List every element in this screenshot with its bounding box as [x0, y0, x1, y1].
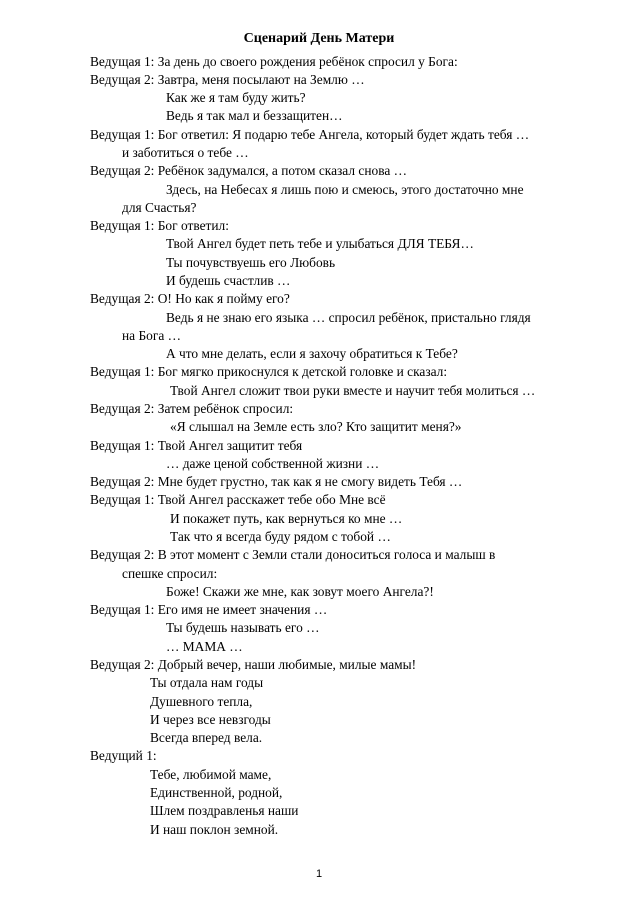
- text-line: Здесь, на Небесах я лишь пою и смеюсь, этого достаточно мне: [166, 182, 524, 197]
- text-line: Ведущий 1:: [90, 748, 157, 763]
- page-number: 1: [315, 868, 323, 880]
- text-line: Ведущая 1: За день до своего рождения ребёнок спросил у Бога:: [90, 54, 458, 69]
- text-line: Ведущая 2: О! Но как я пойму его?: [90, 291, 290, 306]
- text-line: Ведущая 1: Бог ответил: Я подарю тебе Ангела, который будет ждать тебя …: [90, 127, 530, 142]
- text-line: Ведущая 1: Бог ответил:: [90, 218, 229, 233]
- text-line: Шлем поздравленья наши: [150, 803, 299, 818]
- text-line: Ведущая 2: Завтра, меня посылают на Землю …: [90, 72, 365, 87]
- text-line: «Я слышал на Земле есть зло? Кто защитит меня?»: [170, 419, 462, 434]
- text-line: Единственной, родной,: [150, 785, 283, 800]
- text-line: и заботиться о тебе …: [122, 145, 249, 160]
- text-line: Ведущая 2: Добрый вечер, наши любимые, милые мамы!: [90, 657, 417, 672]
- text-line: Ведущая 2: Ребёнок задумался, а потом сказал снова …: [90, 163, 408, 178]
- text-line: Ты будешь называть его …: [166, 620, 320, 635]
- text-line: Ведь я не знаю его языка … спросил ребёнок, пристально глядя: [166, 310, 531, 325]
- text-line: И через все невзгоды: [150, 712, 271, 727]
- text-line: Ведущая 1: Твой Ангел защитит тебя: [90, 438, 303, 453]
- text-line: Ведущая 2: Мне будет грустно, так как я не смогу видеть Тебя …: [90, 474, 463, 489]
- text-line: Ты отдала нам годы: [150, 675, 264, 690]
- text-line: … даже ценой собственной жизни …: [166, 456, 380, 471]
- text-line: Твой Ангел сложит твои руки вместе и научит тебя молиться …: [170, 383, 536, 398]
- text-line: И будешь счастлив …: [166, 273, 291, 288]
- text-line: спешке спросил:: [122, 566, 218, 581]
- text-line: Ведущая 2: В этот момент с Земли стали доноситься голоса и малыш в: [90, 547, 496, 562]
- text-line: Как же я там буду жить?: [166, 90, 306, 105]
- text-line: Ведущая 1: Твой Ангел расскажет тебе обо Мне всё: [90, 492, 386, 507]
- text-line: на Бога …: [122, 328, 182, 343]
- text-line: А что мне делать, если я захочу обратиться к Тебе?: [166, 346, 458, 361]
- text-line: Ведь я так мал и беззащитен…: [166, 108, 343, 123]
- text-line: Всегда вперед вела.: [150, 730, 263, 745]
- text-line: для Счастья?: [122, 200, 197, 215]
- text-line: Ведущая 2: Затем ребёнок спросил:: [90, 401, 294, 416]
- text-line: Душевного тепла,: [150, 694, 253, 709]
- text-line: Ведущая 1: Бог мягко прикоснулся к детской головке и сказал:: [90, 364, 448, 379]
- text-line: … МАМА …: [166, 639, 243, 654]
- text-line: Ведущая 1: Его имя не имеет значения …: [90, 602, 328, 617]
- text-line: Ты почувствуешь его Любовь: [166, 255, 336, 270]
- text-line: И наш поклон земной.: [150, 822, 279, 837]
- text-line: Боже! Скажи же мне, как зовут моего Ангела?!: [166, 584, 434, 599]
- text-line: Тебе, любимой маме,: [150, 767, 272, 782]
- document-title: Сценарий День Матери: [243, 31, 395, 46]
- text-line: И покажет путь, как вернуться ко мне …: [170, 511, 403, 526]
- text-line: Так что я всегда буду рядом с тобой …: [170, 529, 391, 544]
- text-line: Твой Ангел будет петь тебе и улыбаться ДЛЯ ТЕБЯ…: [166, 236, 474, 251]
